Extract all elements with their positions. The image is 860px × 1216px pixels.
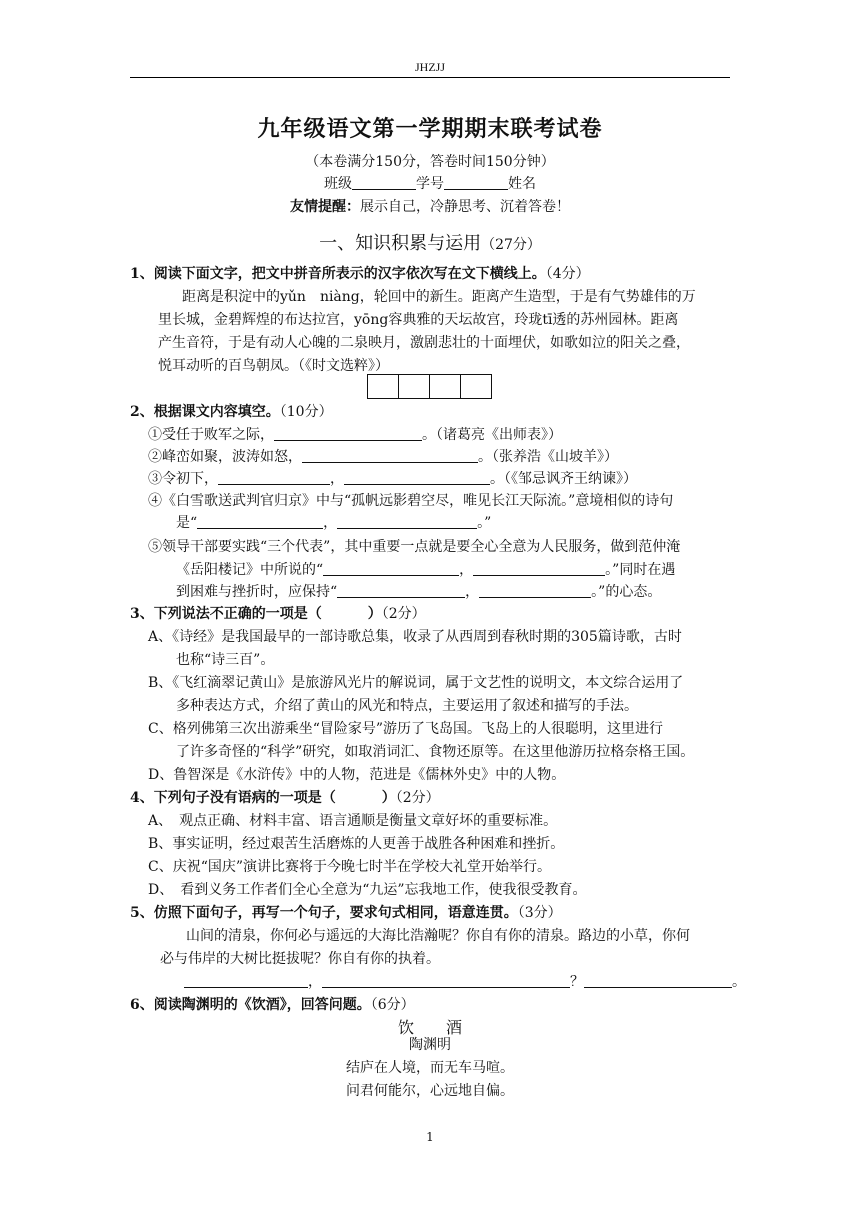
q5-sample-line: 必与伟岸的大树比挺拔呢？你自有你的执着。	[160, 951, 440, 967]
q2-item: ②峰峦如聚，波涛如怒， 。（张养浩《山坡羊》）	[148, 449, 618, 465]
q2-item: 是“ ， 。”	[176, 515, 492, 531]
question-6-text: 6、阅读陶渊明的《饮酒》，回答问题。	[130, 997, 371, 1013]
exam-subtitle: （本卷满分150分，答卷时间150分钟）	[305, 154, 555, 170]
question-1-stem	[130, 264, 734, 285]
q2-item: ⑤领导干部要实践“三个代表”，其中重要一点就是要全心全意为人民服务，做到范仲淹	[148, 539, 681, 555]
question-1-text: 1、阅读下面文字，把文中拼音所表示的汉字依次写在文下横线上。	[130, 266, 546, 282]
fill-blank[interactable]	[337, 583, 465, 598]
answer-box[interactable]	[398, 374, 430, 399]
poem-author: 陶渊明	[409, 1037, 451, 1053]
fill-blank[interactable]	[473, 561, 605, 576]
fill-blank[interactable]	[323, 561, 459, 576]
question-4-stem: 4、下列句子没有语病的一项是（ ）（2分）	[130, 790, 440, 806]
student-info-line	[0, 173, 860, 193]
fill-blank[interactable]	[344, 470, 490, 485]
q3-option: D、鲁智深是《水浒传》中的人物，范进是《儒林外史》中的人物。	[148, 767, 566, 783]
question-4-score: （2分）	[395, 790, 440, 806]
fill-blank[interactable]	[302, 448, 478, 463]
question-2-score: （10分）	[279, 404, 333, 420]
q4-option: B、事实证明，经过艰苦生活磨炼的人更善于战胜各种困难和挫折。	[148, 836, 565, 852]
header-code: JHZJJ	[414, 60, 445, 74]
fill-blank[interactable]	[479, 583, 591, 598]
header-rule	[130, 77, 730, 78]
q2-item: ①受任于败军之际， 。（诸葛亮《出师表》）	[148, 427, 562, 443]
fill-blank[interactable]	[184, 973, 308, 988]
id-blank[interactable]	[444, 175, 508, 190]
q1-passage-line: 悦耳动听的百鸟朝凤。（《时文选粹》）	[158, 358, 389, 374]
q2-item: 到困难与挫折时，应保持“ ， 。”的心态。	[176, 584, 662, 600]
poem-line: 问君何能尔，心远地自偏。	[346, 1083, 514, 1099]
q4-option: D、 看到义务工作者们全心全意为“九运”忘我地工作，使我很受教育。	[148, 882, 587, 898]
exam-title: 九年级语文第一学期期末联考试卷	[257, 116, 603, 142]
reminder-text: 展示自己，冷静思考、沉着答卷！	[360, 199, 570, 215]
poem-title: 饮 酒	[397, 1018, 462, 1037]
name-label: 姓名	[508, 176, 536, 192]
question-5-score: （3分）	[517, 905, 562, 921]
reminder-label: 友情提醒：	[290, 199, 360, 215]
section-1-title: 一、知识积累与运用	[319, 233, 482, 254]
question-3-stem: 3、下列说法不正确的一项是（ ）（2分）	[130, 606, 426, 622]
answer-box[interactable]	[367, 374, 399, 399]
q3-option: A、《诗经》是我国最早的一部诗歌总集，收录了从西周到春秋时期的305篇诗歌，古时	[148, 629, 682, 645]
q3-option: 多种表达方式，介绍了黄山的风光和特点，主要运用了叙述和描写的手法。	[176, 698, 638, 714]
id-label: 学号	[416, 176, 444, 192]
q4-option: C、庆祝“国庆”演讲比赛将于今晚七时半在学校大礼堂开始举行。	[148, 859, 552, 875]
class-label: 班级	[324, 176, 352, 192]
answer-box[interactable]	[460, 374, 492, 399]
fill-blank[interactable]	[274, 426, 422, 441]
reminder-line	[0, 196, 860, 216]
fill-blank[interactable]	[322, 973, 570, 988]
q2-item: ③令初下， ， 。（《邹忌讽齐王纳谏》）	[148, 471, 637, 487]
fill-blank[interactable]	[197, 514, 323, 529]
answer-box[interactable]	[429, 374, 461, 399]
question-2-text: 2、根据课文内容填空。	[130, 404, 280, 420]
q1-answer-boxes	[368, 374, 492, 399]
q1-passage-line: 距离是积淀中的yǔn niàng，轮回中的新生。距离产生造型，于是有气势雄伟的万	[182, 289, 696, 305]
q3-option: C、格列佛第三次出游乘坐“冒险家号”游历了飞岛国。飞岛上的人很聪明，这里进行	[148, 721, 664, 737]
question-1-score: （4分）	[545, 266, 590, 282]
page-number: 1	[426, 1130, 434, 1144]
class-blank[interactable]	[352, 175, 416, 190]
fill-blank[interactable]	[218, 470, 330, 485]
q3-option: 了许多奇怪的“科学”研究，如取消词汇、食物还原等。在这里他游历拉格奈格王国。	[176, 744, 695, 760]
q5-answer-line: ， ？ 。	[184, 972, 746, 993]
question-6-stem	[130, 995, 734, 1016]
question-5-text: 5、仿照下面句子，再写一个句子，要求句式相同，语意连贯。	[130, 905, 518, 921]
question-5-stem	[130, 903, 734, 924]
q1-passage-line: 里长城，金碧辉煌的布达拉宫，yōng容典雅的天坛故宫，玲珑tī透的苏州园林。距离	[158, 312, 679, 328]
question-2-stem	[130, 402, 734, 423]
q4-option: A、 观点正确、材料丰富、语言通顺是衡量文章好坏的重要标准。	[148, 813, 558, 829]
question-3-score: （2分）	[381, 606, 426, 622]
q2-item: ④《白雪歌送武判官归京》中与“孤帆远影碧空尽，唯见长江天际流。”意境相似的诗句	[148, 493, 674, 509]
section-1-heading	[0, 229, 860, 255]
fill-blank[interactable]	[337, 514, 477, 529]
q2-item: 《岳阳楼记》中所说的“ ， 。”同时在遇	[176, 562, 676, 578]
q1-passage-line: 产生音符，于是有动人心魄的二泉映月，激剧悲壮的十面埋伏，如歌如泣的阳关之叠，	[158, 335, 690, 351]
question-6-score: （6分）	[370, 997, 415, 1013]
question-4-text: 4、下列句子没有语病的一项是（	[130, 790, 336, 806]
q3-option: B、《飞红滴翠记黄山》是旅游风光片的解说词，属于文艺性的说明文，本文综合运用了	[148, 675, 684, 691]
q5-sample-line: 山间的清泉，你何必与遥远的大海比浩瀚呢？你自有你的清泉。路边的小草，你何	[186, 928, 690, 944]
section-1-score: （27分）	[481, 237, 541, 253]
fill-blank[interactable]	[584, 973, 732, 988]
question-3-text: 3、下列说法不正确的一项是（	[130, 606, 322, 622]
poem-line: 结庐在人境，而无车马喧。	[346, 1060, 514, 1076]
q3-option: 也称“诗三百”。	[176, 652, 275, 668]
